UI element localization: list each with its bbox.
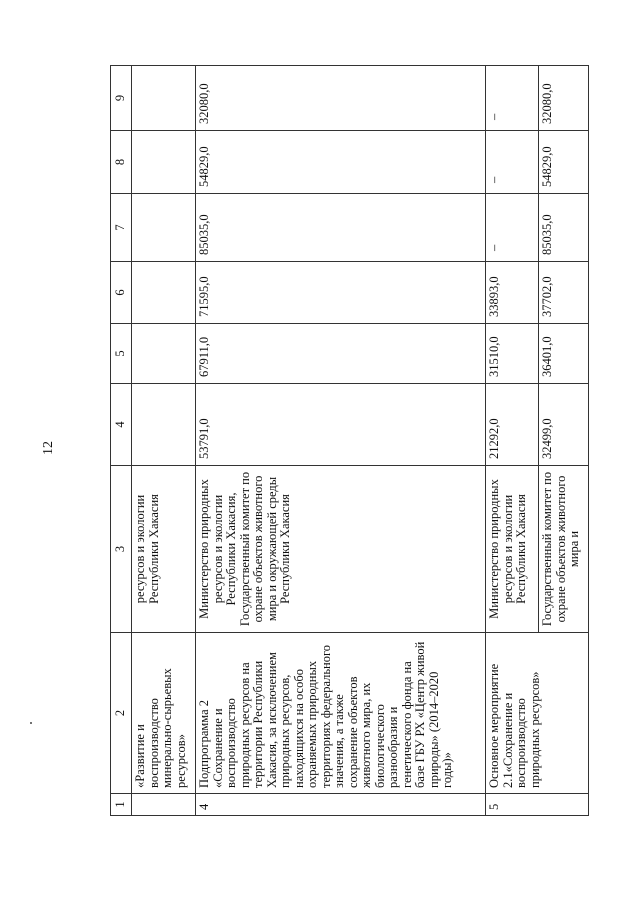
row-number [132, 794, 196, 816]
value-cell [132, 131, 196, 194]
value-cell: 33893,0 [486, 262, 539, 324]
header-cell: 5 [111, 324, 132, 384]
header-cell: 3 [111, 466, 132, 633]
value-cell: 54829,0 [196, 131, 486, 194]
value-cell: 31510,0 [486, 324, 539, 384]
budget-table [110, 65, 589, 816]
value-cell: 32499,0 [539, 384, 589, 466]
value-cell: – [486, 131, 539, 194]
value-cell [132, 66, 196, 131]
value-cell: 32080,0 [196, 66, 486, 131]
row-number: 5 [486, 794, 589, 816]
row-number: 4 [196, 794, 486, 816]
value-cell [132, 324, 196, 384]
responsible-org: ресурсов и экологии Республики Хакасия [132, 466, 196, 633]
value-cell: 37702,0 [539, 262, 589, 324]
header-cell: 9 [111, 66, 132, 131]
value-cell [132, 262, 196, 324]
value-cell: 36401,0 [539, 324, 589, 384]
value-cell: 54829,0 [539, 131, 589, 194]
program-name: Основное мероприятие 2.1«Сохранение и воспроизводство природных ресурсов» [486, 633, 589, 794]
header-cell: 6 [111, 262, 132, 324]
value-cell: 21292,0 [486, 384, 539, 466]
scan-speck [30, 722, 32, 724]
value-cell [132, 194, 196, 262]
program-name: «Развитие и воспроизводство минерально-сырьевых ресурсов» [132, 633, 196, 794]
table-row [196, 66, 486, 816]
page-number: 12 [41, 441, 56, 455]
header-cell: 8 [111, 131, 132, 194]
program-name: Подпрограмма 2 «Сохранение и воспроизводство природных ресурсов на территории Республики Хакасия, за исключением природных ресурсов, находящихся на особо охраняемых природных территориях федерального значения, а также сохранение объектов животного мира, их биологического разнообразия и генетического фонда на базе ГБУ РХ «Центр живой природы» (2014–2020 годы)» [196, 633, 486, 794]
header-cell: 2 [111, 633, 132, 794]
table-row [132, 66, 196, 816]
header-cell: 1 [111, 794, 132, 816]
value-cell: 32080,0 [539, 66, 589, 131]
header-row [111, 66, 132, 816]
responsible-org: Министерство природных ресурсов и экологии Республики Хакасия, Государственный комитет по охране объектов животного мира и окружающей среды Республики Хакасия [196, 466, 486, 633]
rotated-table-wrapper [110, 66, 585, 816]
value-cell: – [486, 194, 539, 262]
table-row [486, 66, 539, 816]
header-cell: 7 [111, 194, 132, 262]
value-cell: 53791,0 [196, 384, 486, 466]
responsible-org: Министерство природных ресурсов и экологии Республики Хакасия [486, 466, 539, 633]
value-cell: 71595,0 [196, 262, 486, 324]
responsible-org: Государственный комитет по охране объектов животного мира и [539, 466, 589, 633]
value-cell: 85035,0 [196, 194, 486, 262]
value-cell [132, 384, 196, 466]
value-cell: – [486, 66, 539, 131]
value-cell: 85035,0 [539, 194, 589, 262]
header-cell: 4 [111, 384, 132, 466]
value-cell: 67911,0 [196, 324, 486, 384]
